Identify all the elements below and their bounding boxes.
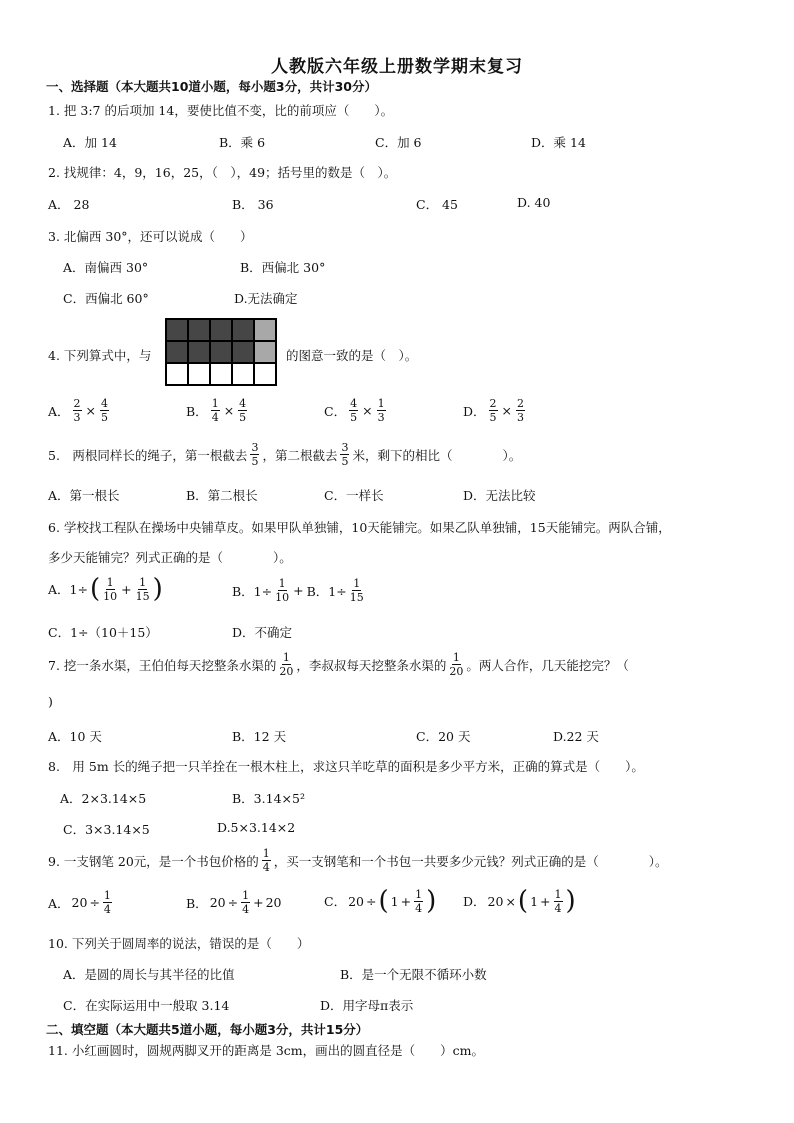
- question-10-stem: 10. 下列关于圆周率的说法，错误的是（ ）: [48, 936, 310, 951]
- question-8-option-b: B．3.14×5²: [232, 791, 305, 806]
- question-4-option-b: B． $\frac{1}{4}$ × $\frac{4}{5}$: [186, 397, 247, 424]
- question-8-option-a: A．2×3.14×5: [60, 791, 147, 806]
- grid-cell-white: [232, 363, 254, 385]
- question-3-option-b: B．西偏北 30°: [240, 260, 326, 275]
- question-9-option-a: A． 20 ÷ $\frac{1}{4}$: [48, 889, 111, 916]
- question-7-stem: 7. 挖一条水渠，王伯伯每天挖整条水渠的 $\frac{1}{20}$ ，李叔叔每天挖整条水渠的 $\frac{1}{20}$ 。两人合作，几天能挖完？（: [48, 651, 629, 678]
- grid-cell-dark: [188, 341, 210, 363]
- section-1-heading: 一、选择题（本大题共10道小题，每小题3分，共计30分）: [46, 79, 377, 94]
- question-9-option-d: D． 20 × ( 1 + $\frac{1}{4}$ ): [463, 886, 576, 916]
- question-10-option-a: A．是圆的周长与其半径的比值: [63, 967, 235, 982]
- question-4-fraction-grid: [165, 318, 277, 386]
- grid-cell-dark: [232, 341, 254, 363]
- question-2-option-c: C． 45: [416, 197, 458, 212]
- question-10-option-d: D．用字母π表示: [320, 998, 414, 1013]
- question-10-option-c: C．在实际运用中一般取 3.14: [63, 998, 230, 1013]
- question-4-option-d: D． $\frac{2}{5}$ × $\frac{2}{3}$: [463, 397, 525, 424]
- grid-cell-dark: [232, 319, 254, 341]
- grid-cell-white: [166, 363, 188, 385]
- section-2-heading: 二、填空题（本大题共5道小题，每小题3分，共计15分）: [46, 1022, 369, 1037]
- question-4-option-c: C． $\frac{4}{5}$ × $\frac{1}{3}$: [324, 397, 385, 424]
- question-9-stem: 9. 一支钢笔 20元，是一个书包价格的 $\frac{1}{4}$ ，买一支钢笔和一个书包一共要多少元钱？列式正确的是（ ）。: [48, 847, 668, 874]
- question-6-option-c: C．1÷（10＋15）: [48, 625, 158, 640]
- question-9-option-c: C． 20 ÷ ( 1 + $\frac{1}{4}$ ): [324, 886, 437, 916]
- question-2-option-a: A． 28: [48, 197, 90, 212]
- question-6-option-d: D．不确定: [232, 625, 293, 640]
- grid-cell-dark: [166, 341, 188, 363]
- question-1-option-d: D．乘 14: [531, 135, 586, 150]
- question-9-option-b: B． 20 ÷ $\frac{1}{4}$ + 20: [186, 889, 282, 916]
- grid-cell-dark: [188, 319, 210, 341]
- question-6-stem-line-1: 6. 学校找工程队在操场中央铺草皮。如果甲队单独铺，10天能铺完。如果乙队单独铺，15天能铺完。两队合铺，: [48, 520, 671, 535]
- question-3-stem: 3. 北偏西 30°，还可以说成（ ）: [48, 229, 253, 244]
- page-title: 人教版六年级上册数学期末复习: [271, 57, 523, 77]
- question-2-option-b: B． 36: [232, 197, 274, 212]
- question-1-option-b: B．乘 6: [219, 135, 266, 150]
- question-2-option-d: D. 40: [517, 195, 551, 210]
- question-7-option-c: C．20 天: [416, 729, 471, 744]
- grid-cell-dark: [210, 341, 232, 363]
- grid-cell-white: [254, 363, 276, 385]
- grid-cell-white: [210, 363, 232, 385]
- question-5-option-d: D．无法比较: [463, 488, 536, 503]
- question-5-option-a: A．第一根长: [48, 488, 120, 503]
- question-1-option-c: C．加 6: [375, 135, 422, 150]
- question-7-option-b: B．12 天: [232, 729, 287, 744]
- question-3-option-a: A．南偏西 30°: [63, 260, 149, 275]
- question-2-stem: 2. 找规律：4，9，16，25，（ ），49；括号里的数是（ ）。: [48, 165, 397, 180]
- question-11-stem: 11. 小红画圆时，圆规两脚叉开的距离是 3cm，画出的圆直径是（ ）cm。: [48, 1043, 484, 1058]
- question-7-option-d: D.22 天: [553, 729, 599, 744]
- question-6-option-a: A．1÷ ( $\frac{1}{10}$ + $\frac{1}{15}$ ): [48, 574, 163, 604]
- grid-cell-grey: [254, 319, 276, 341]
- question-5-stem: 5. 两根同样长的绳子，第一根截去 $\frac{3}{5}$ ，第二根截去 $\frac{3}{5}$ 米，剩下的相比（ ）。: [48, 441, 522, 468]
- grid-cell-grey: [254, 341, 276, 363]
- question-1-stem: 1. 把 3:7 的后项加 14，要使比值不变，比的前项应（ ）。: [48, 103, 394, 118]
- question-1-option-a: A．加 14: [63, 135, 117, 150]
- grid-cell-dark: [210, 319, 232, 341]
- grid-cell-white: [188, 363, 210, 385]
- question-8-option-c: C．3×3.14×5: [63, 822, 150, 837]
- question-6-stem-line-2: 多少天能铺完？列式正确的是（ ）。: [48, 550, 292, 565]
- question-8-stem: 8. 用 5m 长的绳子把一只羊拴在一根木柱上，求这只羊吃草的面积是多少平方米，正确的算式是（ ）。: [48, 759, 644, 774]
- question-6-option-b: B．1÷ $\frac{1}{10}$ + B．1÷ $\frac{1}{15}$: [232, 577, 364, 604]
- question-10-option-b: B．是一个无限不循环小数: [340, 967, 487, 982]
- question-4-stem-start: 4. 下列算式中，与: [48, 348, 152, 363]
- grid-cell-dark: [166, 319, 188, 341]
- question-4-stem-end: 的图意一致的是（ ）。: [286, 348, 418, 363]
- question-7-stem-close: ): [48, 694, 53, 709]
- question-8-option-d: D.5×3.14×2: [217, 820, 296, 835]
- question-3-option-c: C．西偏北 60°: [63, 291, 149, 306]
- question-5-option-b: B．第二根长: [186, 488, 258, 503]
- question-5-option-c: C．一样长: [324, 488, 384, 503]
- question-4-option-a: A． $\frac{2}{3}$ × $\frac{4}{5}$: [48, 397, 109, 424]
- question-3-option-d: D.无法确定: [234, 291, 298, 306]
- question-7-option-a: A．10 天: [48, 729, 102, 744]
